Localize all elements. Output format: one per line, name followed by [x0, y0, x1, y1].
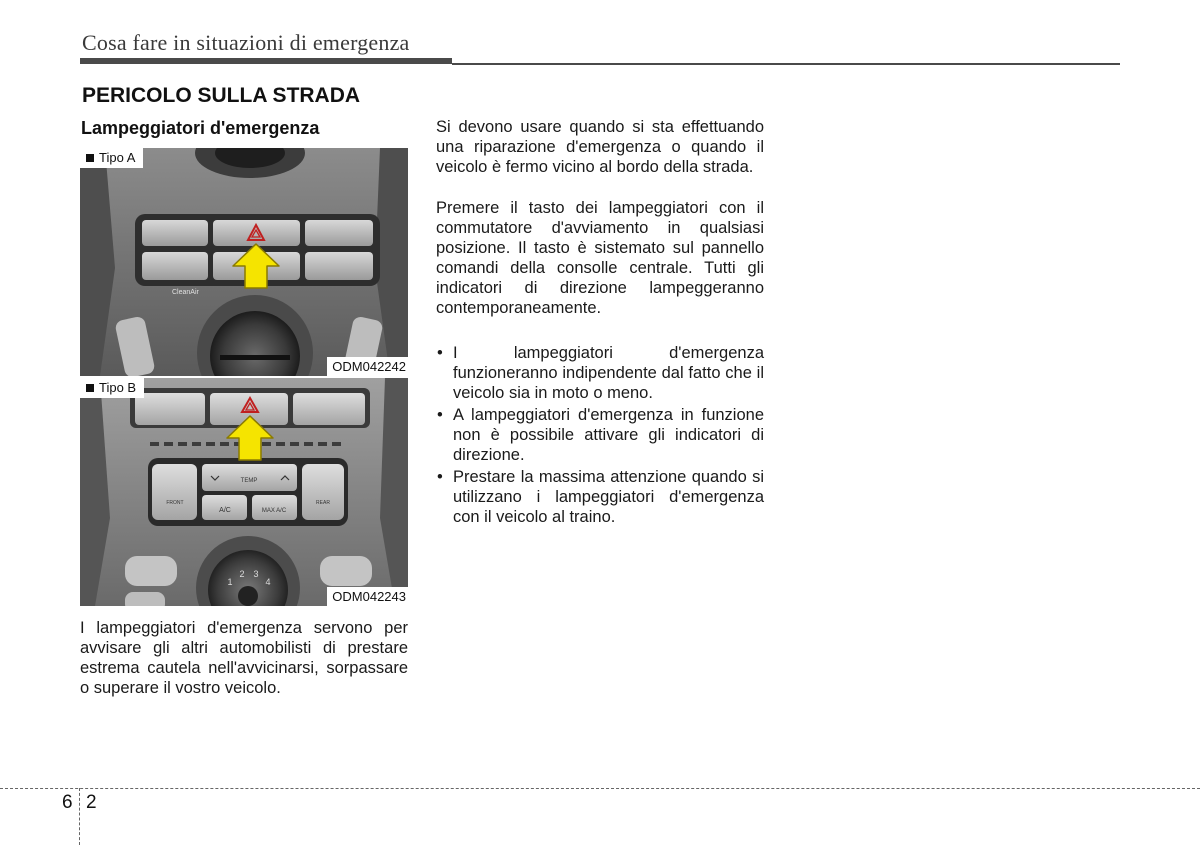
- page-number: 2: [86, 792, 97, 813]
- chapter-number: 6: [62, 792, 73, 813]
- list-item: [436, 467, 764, 527]
- dial-number-4: 4: [265, 577, 271, 587]
- cleanair-legend: CleanAir: [172, 289, 199, 296]
- footer-page-divider: [79, 788, 80, 845]
- list-item: [436, 405, 764, 465]
- figure-tipo-b: [80, 378, 408, 606]
- figure-type-text: Tipo B: [99, 380, 137, 395]
- dial-number-1: 1: [227, 577, 233, 587]
- running-header: Cosa fare in situazioni di emergenza: [82, 30, 410, 55]
- header-rule-thick: [80, 58, 452, 64]
- dashboard-photo-a: [80, 148, 408, 376]
- dial-number-3: 3: [253, 569, 259, 579]
- bullet-icon: •: [437, 406, 443, 424]
- usage-paragraph: Si devono usare quando si sta effettuando una riparazione d'emergenza o quando il veicolo è fermo vicino al bordo della strada.: [436, 118, 764, 176]
- figure-type-label: [80, 148, 143, 168]
- list-item: [436, 343, 764, 403]
- max-ac-legend: MAX A/C: [261, 508, 287, 514]
- figure-type-text: Tipo A: [99, 150, 136, 165]
- ac-legend: A/C: [219, 507, 231, 514]
- list-item-text: I lampeggiatori d'emergenza funzioneranno indipendente dal fatto che il veicolo sia in moto o meno.: [453, 344, 764, 402]
- figure-type-label: [80, 378, 144, 398]
- temp-legend: TEMP: [240, 478, 258, 484]
- figure-code: ODM042243: [327, 587, 408, 606]
- footer-divider: [0, 788, 1200, 789]
- operation-paragraph: Premere il tasto dei lampeggiatori con il commutatore d'avviamento in qualsiasi posizione. Il tasto è sistemato sul pannello comandi della consolle centrale. Tutti gli indicatori di direzione lampeggeranno contemporaneamente.: [436, 199, 764, 317]
- dashboard-photo-b: [80, 378, 408, 606]
- bullet-icon: •: [437, 468, 443, 486]
- rear-legend: REAR: [316, 500, 330, 506]
- header-rule-thin: [452, 63, 1120, 65]
- section-title: PERICOLO SULLA STRADA: [82, 84, 361, 107]
- subsection-title: Lampeggiatori d'emergenza: [81, 118, 320, 138]
- notes-list: [436, 343, 764, 529]
- list-item-text: A lampeggiatori d'emergenza in funzione non è possibile attivare gli indicatori di direzione.: [453, 406, 764, 464]
- intro-paragraph: I lampeggiatori d'emergenza servono per avvisare gli altri automobilisti di prestare estrema cautela nell'avvicinarsi, sorpassare o superare il vostro veicolo.: [80, 619, 408, 697]
- front-legend: FRONT: [166, 500, 184, 506]
- figure-code: ODM042242: [327, 357, 408, 376]
- list-item-text: Prestare la massima attenzione quando si utilizzano i lampeggiatori d'emergenza con il veicolo al traino.: [453, 468, 764, 526]
- bullet-icon: •: [437, 344, 443, 362]
- dial-number-2: 2: [239, 569, 245, 579]
- figure-tipo-a: [80, 148, 408, 376]
